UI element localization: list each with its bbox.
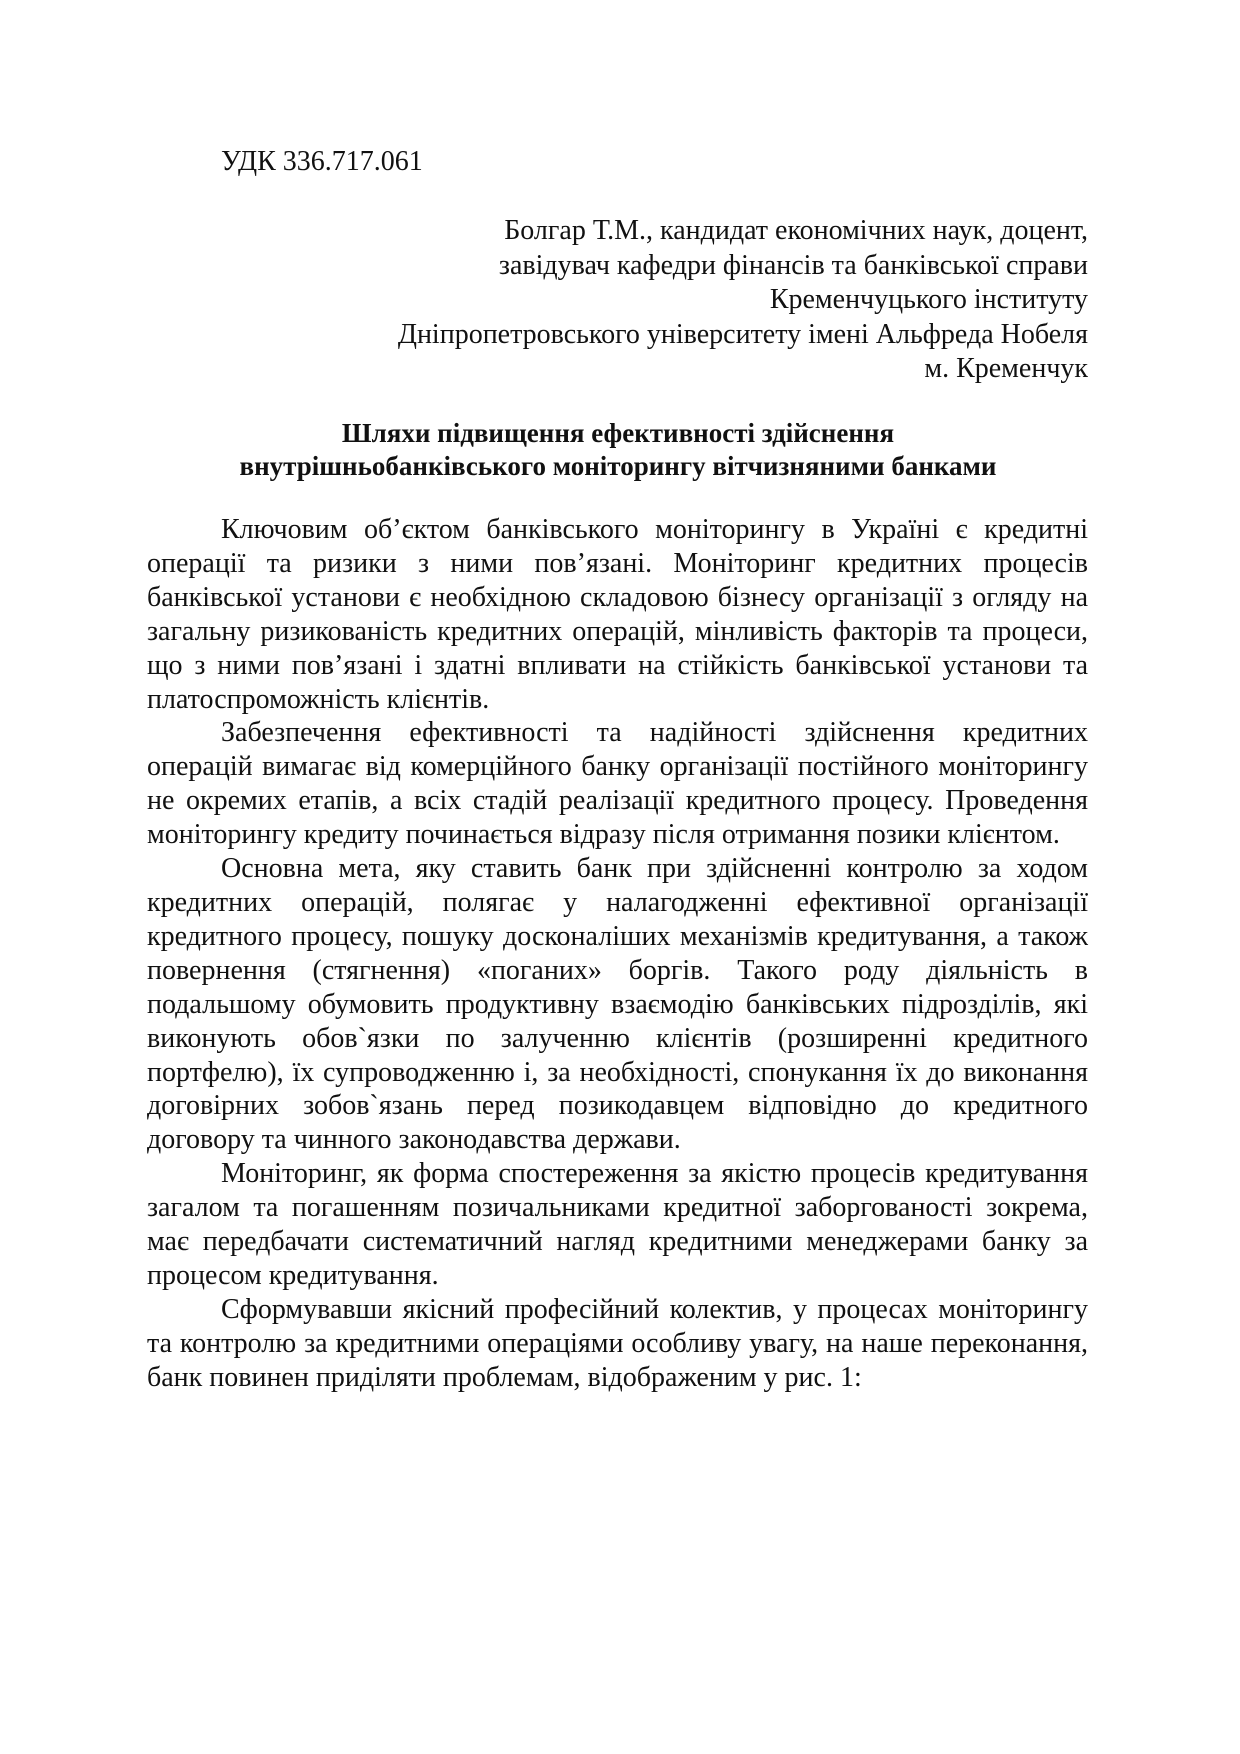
paper-title-line-1: Шляхи підвищення ефективності здійснення	[341, 418, 895, 448]
author-line-institute: Кременчуцького інституту	[769, 284, 1088, 315]
author-line-city: м. Кременчук	[924, 353, 1088, 384]
udc-code: УДК 336.717.061	[221, 146, 423, 177]
author-line-position: завідувач кафедри фінансів та банківської справи	[498, 249, 1088, 281]
author-line-name: Болгар Т.М., кандидат економічних наук, доцент,	[504, 215, 1088, 246]
paragraph: Моніторинг, як форма спостереження за якістю процесів кредитування загалом та погашенням позичальниками кредитної заборгованості зокрема, має передбачати систематичний нагляд кредитними менеджерами банку за процесом кредитування.	[147, 1158, 1088, 1291]
author-line-university: Дніпропетровського університету імені Альфреда Нобеля	[397, 318, 1088, 350]
paragraph: Забезпечення ефективності та надійності здійснення кредитних операцій вимагає від комерційного банку організації постійного моніторингу не окремих етапів, а всіх стадій реалізації кредитного процесу. Проведення моніторингу кредиту починається відразу після отримання позики клієнтом.	[147, 717, 1088, 851]
body-text	[147, 513, 1088, 1395]
paper-title	[148, 417, 1088, 483]
paragraph: Сформувавши якісний професійний колектив, у процесах моніторингу та контролю за кредитними операціями особливу увагу, на наше переконання, банк повинен приділяти проблемам, відображеним у рис. 1:	[147, 1293, 1088, 1393]
paper-title-line-2: внутрішньобанківського моніторингу вітчизняними банками	[239, 451, 997, 481]
author-affiliation-block	[308, 214, 1088, 387]
paragraph: Основна мета, яку ставить банк при здійсненні контролю за ходом кредитних операцій, полягає у налагодженні ефективної організації кредитного процесу, пошуку досконаліших механізмів кредитування, а також повернення (стягнення) «поганих» боргів. Такого роду діяльність в подальшому обумовить продуктивну взаємодію банківських підрозділів, які виконують обов`язки по залученню клієнтів (розширенні кредитного портфелю), їх супроводженню і, за необхідності, спонукання їх до виконання договірних зобов`язань перед позикодавцем відповідно до кредитного договору та чинного законодавства держави.	[147, 853, 1088, 1156]
paragraph: Ключовим об’єктом банківського моніторингу в Україні є кредитні операції та ризики з ними пов’язані. Моніторинг кредитних процесів банківської установи є необхідною складовою бізнесу організації з огляду на загальну ризикованість кредитних операцій, мінливість факторів та процеси, що з ними пов’язані і здатні впливати на стійкість банківської установи та платоспроможність клієнтів.	[147, 514, 1088, 715]
